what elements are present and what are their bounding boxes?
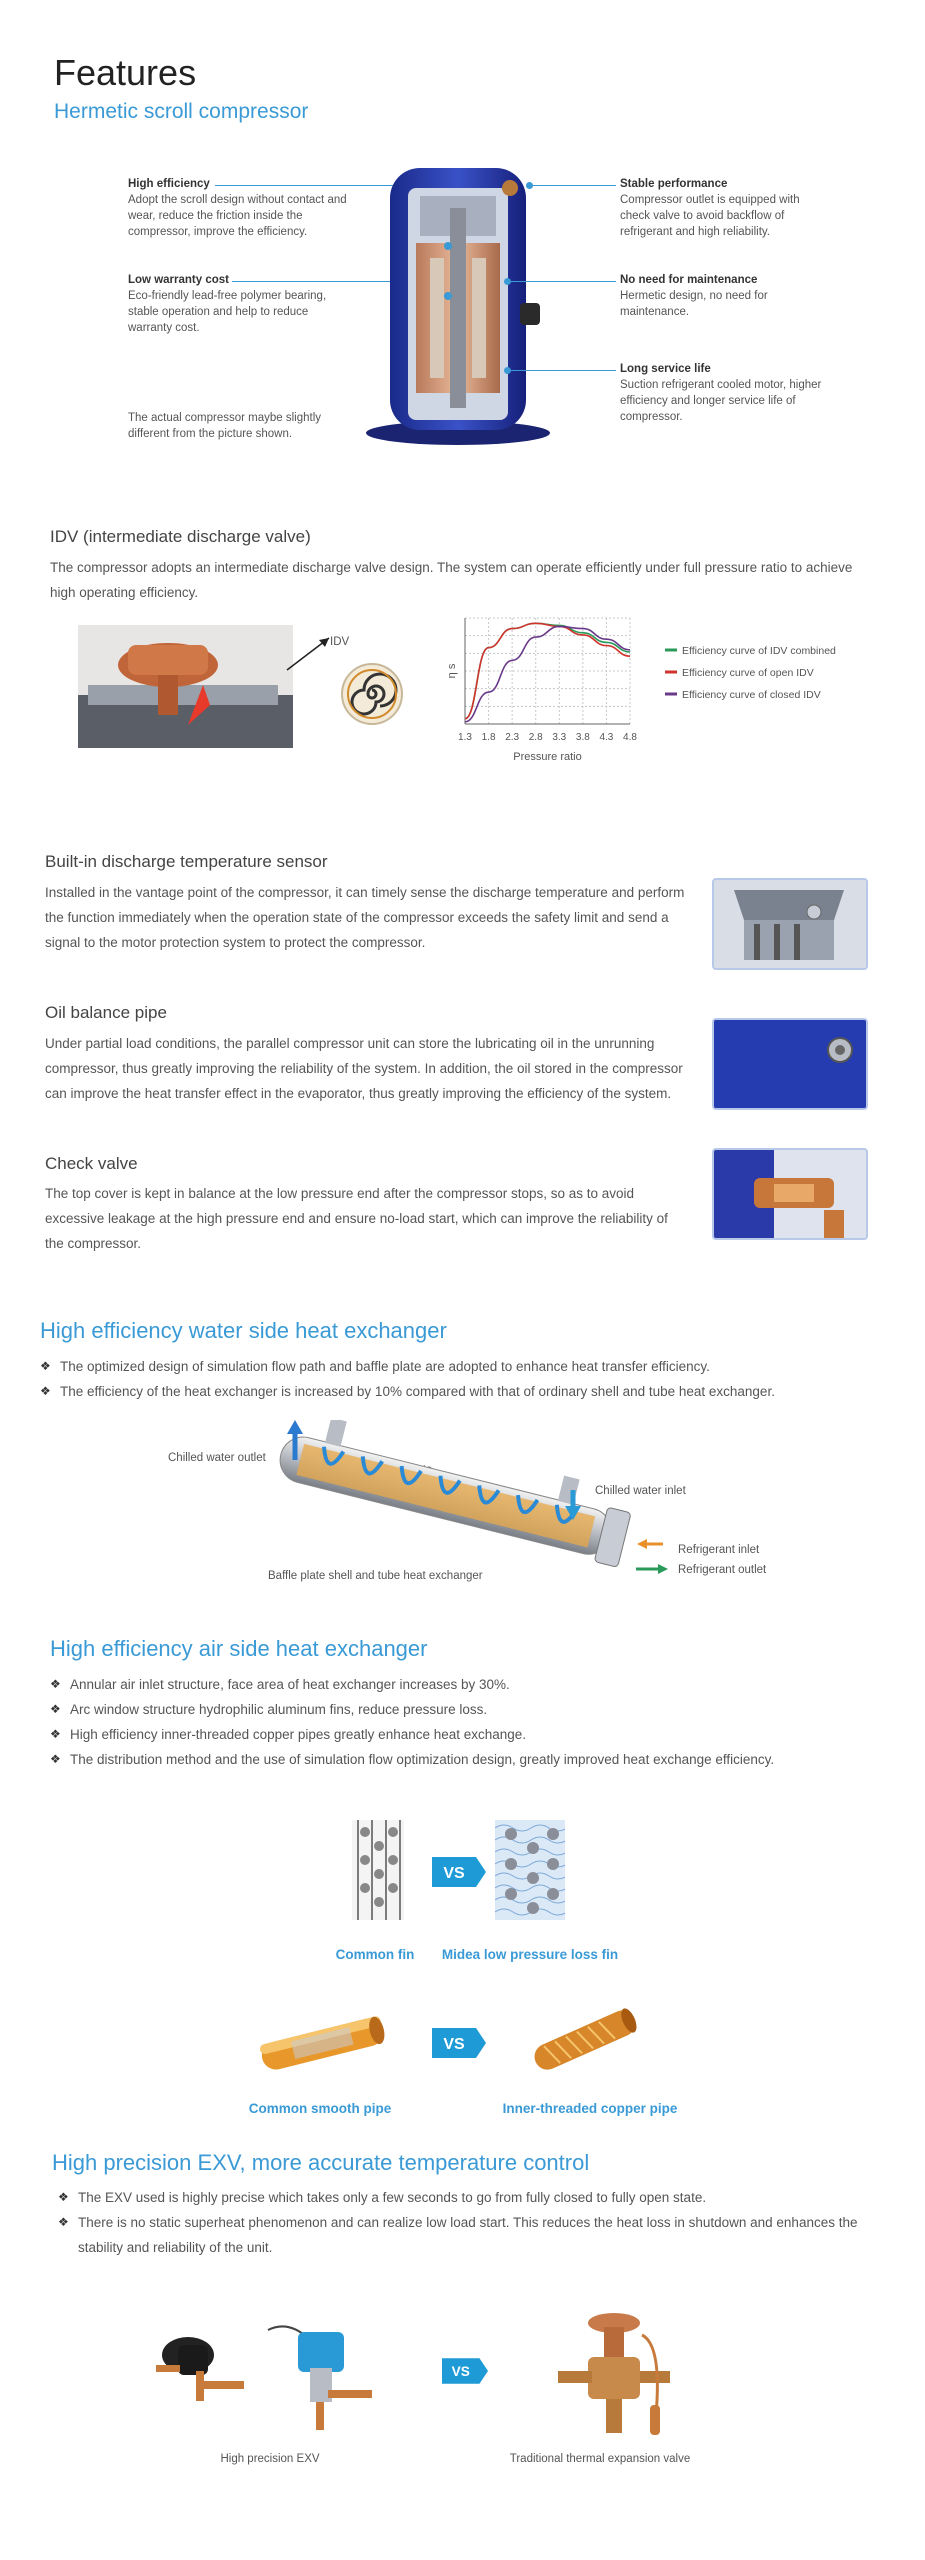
oil-photo	[712, 1018, 868, 1110]
bullet-text: Annular air inlet structure, face area of heat exchanger increases by 30%.	[70, 1677, 510, 1692]
leader-line	[508, 281, 616, 282]
leader-dot	[526, 182, 533, 189]
callout-no-maintenance	[620, 272, 820, 320]
x-axis-label: Pressure ratio	[513, 751, 582, 763]
callout-title: No need for maintenance	[620, 274, 758, 286]
x-tick-label: 1.8	[481, 732, 496, 743]
bullet-icon: ❖	[58, 2215, 69, 2229]
shell-tube-heat-exchanger	[255, 1420, 675, 1570]
vs-label: VS	[451, 2364, 470, 2380]
bullet-text: There is no static superheat phenomenon and can realize low load start. This reduces the heat loss in shutdown and enhances the stability and reliability of the unit.	[78, 2215, 858, 2255]
bullet-icon: ❖	[50, 1702, 61, 1716]
legend-label: Efficiency curve of closed IDV	[682, 689, 821, 701]
callout-stable-performance	[620, 176, 830, 240]
callout-text: Hermetic design, no need for maintenance.	[620, 290, 768, 318]
hx-caption: Baffle plate shell and tube heat exchanger	[268, 1570, 483, 1582]
midea-fin-caption: Midea low pressure loss fin	[441, 1947, 619, 1962]
bullet-text: The distribution method and the use of simulation flow optimization design, greatly improved heat exchange efficiency.	[70, 1752, 775, 1767]
leader-line	[508, 370, 616, 371]
refrigerant-outlet-arrow	[636, 1563, 670, 1575]
bullet-text: High efficiency inner-threaded copper pipes greatly enhance heat exchange.	[70, 1727, 527, 1742]
exv-title: High precision EXV, more accurate temperature control	[52, 2150, 590, 2175]
x-tick-label: 2.3	[505, 732, 520, 743]
label-chilled-water-inlet: Chilled water inlet	[595, 1485, 686, 1497]
disclaimer-note: The actual compressor maybe slightly different from the picture shown.	[128, 412, 322, 440]
leader-dot	[504, 278, 511, 285]
air-hx-bullets	[50, 1672, 795, 1772]
threaded-pipe-illustration	[525, 2005, 645, 2075]
label-refrigerant-outlet: Refrigerant outlet	[678, 1564, 767, 1576]
label-refrigerant-inlet: Refrigerant inlet	[678, 1544, 760, 1556]
oil-title: Oil balance pipe	[45, 1003, 167, 1022]
idv-efficiency-chart	[440, 612, 890, 772]
sensor-text: Installed in the vantage point of the compressor, it can timely sense the discharge temperature and perform the function immediately when the operation state of the compressor exceeds the safety limit and send a signal to the motor protection system to protect the compressor.	[45, 885, 685, 950]
smooth-pipe-illustration	[252, 2012, 392, 2072]
vs-icon	[442, 2358, 488, 2384]
idv-pointer-label: IDV	[330, 636, 350, 648]
x-tick-label: 3.3	[552, 732, 567, 743]
callout-title: Low warranty cost	[128, 274, 229, 286]
callout-text: Suction refrigerant cooled motor, higher efficiency and longer service life of compressor.	[620, 379, 822, 423]
leader-dot	[504, 367, 511, 374]
vs-icon	[432, 1857, 486, 1887]
idv-text: The compressor adopts an intermediate discharge valve design. The system can operate efficiently under full pressure ratio to achieve high operating efficiency.	[50, 560, 853, 600]
list-item	[40, 1379, 900, 1404]
list-item	[50, 1722, 795, 1747]
check-title: Check valve	[45, 1154, 138, 1173]
sensor-title: Built-in discharge temperature sensor	[45, 852, 328, 871]
bullet-icon: ❖	[50, 1727, 61, 1741]
oil-text: Under partial load conditions, the parallel compressor unit can store the lubricating oil in the unrunning compressor, thus greatly improving the reliability of the system. In addition, the oil stored in the compressor can improve the heat transfer effect in the evaporator, thus greatly improving the efficiency of the system.	[45, 1036, 683, 1101]
arrow-to-idv	[285, 632, 335, 672]
callout-title: Long service life	[620, 363, 711, 375]
series-line	[465, 626, 630, 721]
page-title: Features	[54, 52, 197, 93]
list-item	[58, 2210, 888, 2260]
bullet-text: Arc window structure hydrophilic aluminum fins, reduce pressure loss.	[70, 1702, 488, 1717]
bullet-icon: ❖	[50, 1677, 61, 1691]
exv-caption: High precision EXV	[220, 2453, 320, 2465]
list-item	[50, 1747, 795, 1772]
leader-line	[530, 185, 616, 186]
exv-valve-blue	[258, 2318, 378, 2433]
vs-label: VS	[443, 2036, 465, 2053]
bullet-text: The efficiency of the heat exchanger is increased by 10% compared with that of ordinary shell and tube heat exchanger.	[60, 1384, 775, 1399]
check-text: The top cover is kept in balance at the low pressure end after the compressor stops, so as to avoid excessive leakage at the high pressure end and ensure no-load start, which can improve the reliability of the compressor.	[45, 1186, 668, 1251]
tev-caption: Traditional thermal expansion valve	[509, 2453, 691, 2465]
smooth-pipe-caption: Common smooth pipe	[248, 2101, 392, 2116]
list-item	[58, 2185, 888, 2210]
bullet-icon: ❖	[58, 2190, 69, 2204]
x-tick-label: 4.3	[599, 732, 614, 743]
vs-icon	[432, 2028, 486, 2058]
thermal-expansion-valve	[552, 2305, 682, 2440]
exv-valve-black	[148, 2325, 248, 2405]
callout-title: High efficiency	[128, 178, 210, 190]
bullet-icon: ❖	[40, 1359, 51, 1373]
list-item	[50, 1672, 795, 1697]
sensor-photo	[712, 878, 868, 970]
common-fin-illustration	[352, 1820, 404, 1920]
list-item	[40, 1354, 900, 1379]
legend-label: Efficiency curve of open IDV	[682, 667, 814, 679]
legend-label: Efficiency curve of IDV combined	[682, 645, 836, 657]
callout-long-service-life	[620, 361, 825, 425]
idv-title: IDV (intermediate discharge valve)	[50, 527, 311, 546]
idv-valve-photo	[78, 625, 293, 748]
air-hx-title: High efficiency air side heat exchanger	[50, 1636, 428, 1661]
low-pressure-fin-illustration	[495, 1820, 565, 1920]
callout-text: Compressor outlet is equipped with check valve to avoid backflow of refrigerant and high reliability.	[620, 194, 800, 238]
x-tick-label: 1.3	[458, 732, 472, 743]
list-item	[50, 1697, 795, 1722]
callout-text: Adopt the scroll design without contact and wear, reduce the friction inside the compressor, improve the efficiency.	[128, 194, 347, 238]
callout-text: Eco-friendly lead-free polymer bearing, stable operation and help to reduce warranty cost.	[128, 290, 327, 334]
page-subtitle: Hermetic scroll compressor	[54, 100, 309, 123]
y-axis-label: η s	[446, 663, 458, 679]
check-valve-photo	[712, 1148, 868, 1240]
common-fin-caption: Common fin	[335, 1947, 415, 1962]
x-tick-label: 3.8	[575, 732, 590, 743]
bullet-icon: ❖	[50, 1752, 61, 1766]
label-chilled-water-outlet: Chilled water outlet	[168, 1452, 266, 1464]
compressor-illustration	[360, 148, 555, 448]
exv-bullets	[58, 2185, 888, 2260]
water-hx-title: High efficiency water side heat exchanger	[40, 1318, 447, 1343]
vs-label: VS	[443, 1865, 465, 1882]
bullet-text: The optimized design of simulation flow path and baffle plate are adopted to enhance heat transfer efficiency.	[60, 1359, 710, 1374]
x-tick-label: 4.8	[623, 732, 637, 743]
water-hx-bullets	[40, 1354, 900, 1404]
bullet-text: The EXV used is highly precise which takes only a few seconds to go from fully closed to fully open state.	[78, 2190, 707, 2205]
idv-scroll-icon	[338, 660, 406, 728]
x-tick-label: 2.8	[528, 732, 543, 743]
callout-title: Stable performance	[620, 178, 728, 190]
bullet-icon: ❖	[40, 1384, 51, 1398]
threaded-pipe-caption: Inner-threaded copper pipe	[502, 2101, 678, 2116]
